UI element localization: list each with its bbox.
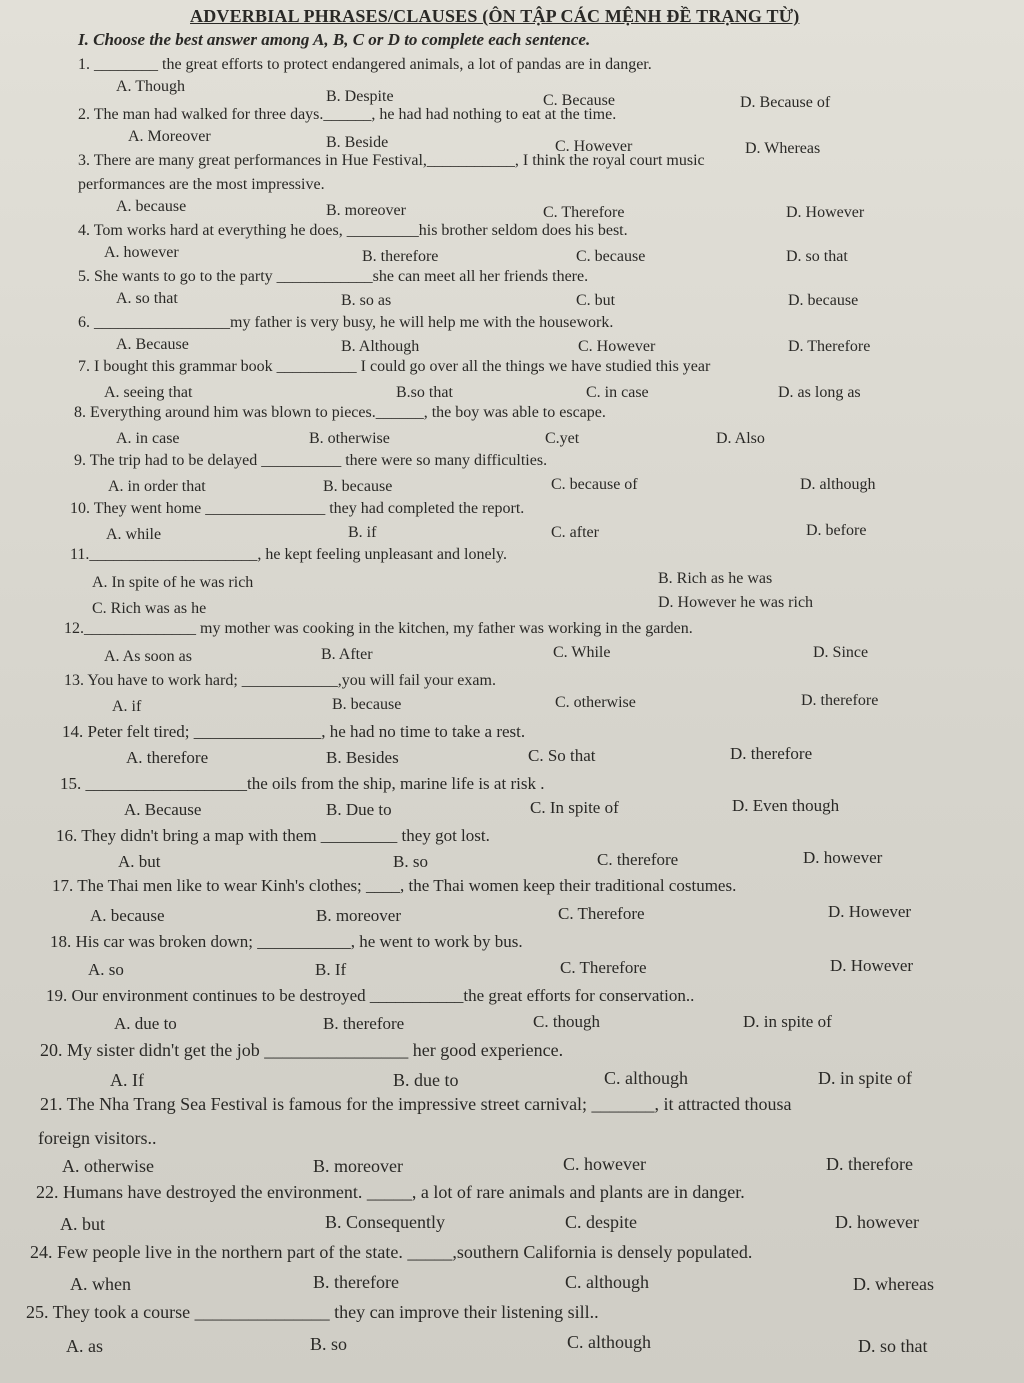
- question-23-option-d: D. whereas: [853, 1274, 934, 1294]
- question-18-option-a: A. so: [88, 960, 124, 979]
- question-3-option-d: D. However: [786, 204, 865, 221]
- question-19-option-a: A. due to: [114, 1014, 177, 1033]
- question-3-option-a: A. because: [116, 198, 187, 215]
- question-12-option-d: D. Since: [813, 644, 869, 661]
- question-8-option-c: C.yet: [545, 430, 580, 447]
- question-2-option-d: D. Whereas: [745, 140, 821, 157]
- question-12-option-a: A. As soon as: [104, 648, 193, 665]
- question-7-option-b: B.so that: [396, 384, 453, 401]
- question-9-option-a: A. in order that: [108, 478, 206, 495]
- question-4-option-c: C. because: [576, 248, 646, 265]
- question-2-option-a: A. Moreover: [128, 128, 211, 145]
- question-11-stem: 11._____________________, he kept feeling unpleasant and lonely.: [70, 546, 507, 563]
- question-21-option-d: D. therefore: [826, 1154, 913, 1174]
- question-23-option-c: C. although: [565, 1272, 649, 1292]
- question-1-option-a: A. Though: [116, 78, 186, 95]
- question-17-option-b: B. moreover: [316, 906, 401, 925]
- question-15-option-a: A. Because: [124, 800, 202, 819]
- question-8-option-d: D. Also: [716, 430, 765, 447]
- question-13-option-c: C. otherwise: [555, 694, 636, 711]
- question-24-option-a: A. as: [66, 1336, 103, 1356]
- question-5-option-d: D. because: [788, 292, 859, 309]
- question-21-option-b: B. moreover: [313, 1156, 403, 1176]
- question-5-option-a: A. so that: [116, 290, 178, 307]
- question-10-stem: 10. They went home _______________ they had completed the report.: [70, 500, 525, 517]
- question-4-option-a: A. however: [104, 244, 179, 261]
- question-7-option-c: C. in case: [586, 384, 649, 401]
- question-10-option-d: D. before: [806, 522, 867, 539]
- question-19-stem: 19. Our environment continues to be destroyed ___________the great efforts for conservation..: [46, 986, 695, 1005]
- question-22-stem: 22. Humans have destroyed the environment. _____, a lot of rare animals and plants are in danger.: [36, 1182, 745, 1202]
- question-11-option-b: B. Rich as he was: [658, 570, 773, 587]
- question-16-option-d: D. however: [803, 848, 883, 867]
- question-2-option-b: B. Beside: [326, 134, 389, 151]
- question-21-option-c: C. however: [563, 1154, 646, 1174]
- question-20-option-c: C. although: [604, 1068, 688, 1088]
- question-9-option-b: B. because: [323, 478, 393, 495]
- question-21-stem: 21. The Nha Trang Sea Festival is famous for the impressive street carnival; _______, it attracted thousa: [40, 1094, 792, 1114]
- question-23-option-b: B. therefore: [313, 1272, 399, 1292]
- question-18-option-d: D. However: [830, 956, 914, 975]
- question-20-option-a: A. If: [110, 1070, 144, 1090]
- question-8-option-b: B. otherwise: [309, 430, 390, 447]
- question-21-stem-continued: foreign visitors..: [38, 1128, 157, 1148]
- question-19-option-d: D. in spite of: [743, 1012, 832, 1031]
- question-7-stem: 7. I bought this grammar book __________ I could go over all the things we have studied this year: [78, 358, 711, 375]
- question-9-option-c: C. because of: [551, 476, 638, 493]
- question-15-option-c: C. In spite of: [530, 798, 619, 817]
- question-3-option-b: B. moreover: [326, 202, 406, 219]
- question-1-option-c: C. Because: [543, 92, 615, 109]
- question-24-option-b: B. so: [310, 1334, 348, 1354]
- question-6-stem: 6. _________________my father is very busy, he will help me with the housework.: [78, 314, 614, 331]
- question-1-option-b: B. Despite: [326, 88, 394, 105]
- question-12-option-c: C. While: [553, 644, 611, 661]
- question-6-option-a: A. Because: [116, 336, 189, 353]
- question-18-stem: 18. His car was broken down; ___________, he went to work by bus.: [50, 932, 523, 951]
- question-17-option-c: C. Therefore: [558, 904, 645, 923]
- question-14-option-c: C. So that: [528, 746, 596, 765]
- question-13-option-a: A. if: [112, 698, 142, 715]
- question-15-option-b: B. Due to: [326, 800, 392, 819]
- question-16-option-b: B. so: [393, 852, 428, 871]
- question-16-option-c: C. therefore: [597, 850, 679, 869]
- question-6-option-d: D. Therefore: [788, 338, 871, 355]
- question-14-stem: 14. Peter felt tired; _______________, he had no time to take a rest.: [62, 722, 526, 741]
- question-12-option-b: B. After: [321, 646, 373, 663]
- question-4-option-b: B. therefore: [362, 248, 439, 265]
- question-22-option-c: C. despite: [565, 1212, 637, 1232]
- question-24-option-d: D. so that: [858, 1336, 928, 1356]
- question-20-option-b: B. due to: [393, 1070, 459, 1090]
- question-12-stem: 12.______________ my mother was cooking in the kitchen, my father was working in the garden.: [64, 620, 693, 637]
- question-24-option-c: C. although: [567, 1332, 651, 1352]
- question-20-stem: 20. My sister didn't get the job ________________ her good experience.: [40, 1040, 564, 1060]
- question-22-option-d: D. however: [835, 1212, 919, 1232]
- question-8-option-a: A. in case: [116, 430, 180, 447]
- question-11-option-c: C. Rich was as he: [92, 600, 207, 617]
- question-10-option-b: B. if: [348, 524, 377, 541]
- question-14-option-b: B. Besides: [326, 748, 399, 767]
- question-6-option-c: C. However: [578, 338, 656, 355]
- question-14-option-a: A. therefore: [126, 748, 209, 767]
- question-10-option-a: A. while: [106, 526, 162, 543]
- question-18-option-b: B. If: [315, 960, 347, 979]
- question-13-option-d: D. therefore: [801, 692, 879, 709]
- question-19-option-b: B. therefore: [323, 1014, 405, 1033]
- question-4-option-d: D. so that: [786, 248, 848, 265]
- question-5-option-b: B. so as: [341, 292, 392, 309]
- question-6-option-b: B. Although: [341, 338, 420, 355]
- question-22-option-b: B. Consequently: [325, 1212, 445, 1232]
- question-20-option-d: D. in spite of: [818, 1068, 912, 1088]
- question-1-stem: 1. ________ the great efforts to protect endangered animals, a lot of pandas are in danger.: [78, 56, 652, 73]
- question-14-option-d: D. therefore: [730, 744, 813, 763]
- question-15-option-d: D. Even though: [732, 796, 840, 815]
- instruction-text: I. Choose the best answer among A, B, C or D to complete each sentence.: [78, 30, 591, 49]
- question-2-option-c: C. However: [555, 138, 633, 155]
- question-11-option-d: D. However he was rich: [658, 594, 814, 611]
- question-17-option-d: D. However: [828, 902, 912, 921]
- question-2-stem: 2. The man had walked for three days.______, he had had nothing to eat at the time.: [78, 106, 617, 123]
- question-19-option-c: C. though: [533, 1012, 601, 1031]
- question-3-stem: 3. There are many great performances in Hue Festival,___________, I think the royal court music: [78, 152, 705, 169]
- question-11-option-a: A. In spite of he was rich: [92, 574, 254, 591]
- question-13-stem: 13. You have to work hard; ____________,you will fail your exam.: [64, 672, 496, 689]
- question-3-option-c: C. Therefore: [543, 204, 625, 221]
- question-18-option-c: C. Therefore: [560, 958, 647, 977]
- question-16-stem: 16. They didn't bring a map with them _________ they got lost.: [56, 826, 490, 845]
- question-22-option-a: A. but: [60, 1214, 105, 1234]
- question-15-stem: 15. ___________________the oils from the ship, marine life is at risk .: [60, 774, 545, 793]
- question-13-option-b: B. because: [332, 696, 402, 713]
- question-7-option-d: D. as long as: [778, 384, 861, 401]
- question-7-option-a: A. seeing that: [104, 384, 193, 401]
- question-23-stem: 24. Few people live in the northern part of the state. _____,southern California is densely populated.: [30, 1242, 753, 1262]
- question-9-option-d: D. although: [800, 476, 876, 493]
- question-4-stem: 4. Tom works hard at everything he does, _________his brother seldom does his best.: [78, 222, 628, 239]
- question-8-stem: 8. Everything around him was blown to pieces.______, the boy was able to escape.: [74, 404, 606, 421]
- question-17-stem: 17. The Thai men like to wear Kinh's clothes; ____, the Thai women keep their traditional costumes.: [52, 876, 737, 895]
- question-16-option-a: A. but: [118, 852, 161, 871]
- question-1-option-d: D. Because of: [740, 94, 831, 111]
- question-24-stem: 25. They took a course _______________ they can improve their listening sill..: [26, 1302, 599, 1322]
- question-10-option-c: C. after: [551, 524, 599, 541]
- question-21-option-a: A. otherwise: [62, 1156, 154, 1176]
- question-3-stem-continued: performances are the most impressive.: [78, 176, 325, 193]
- question-23-option-a: A. when: [70, 1274, 131, 1294]
- question-5-option-c: C. but: [576, 292, 616, 309]
- question-9-stem: 9. The trip had to be delayed __________ there were so many difficulties.: [74, 452, 548, 469]
- worksheet-title: ADVERBIAL PHRASES/CLAUSES (ÔN TẬP CÁC MỆNH ĐỀ TRẠNG TỪ): [190, 6, 800, 26]
- question-5-stem: 5. She wants to go to the party ____________she can meet all her friends there.: [78, 268, 589, 285]
- question-17-option-a: A. because: [90, 906, 165, 925]
